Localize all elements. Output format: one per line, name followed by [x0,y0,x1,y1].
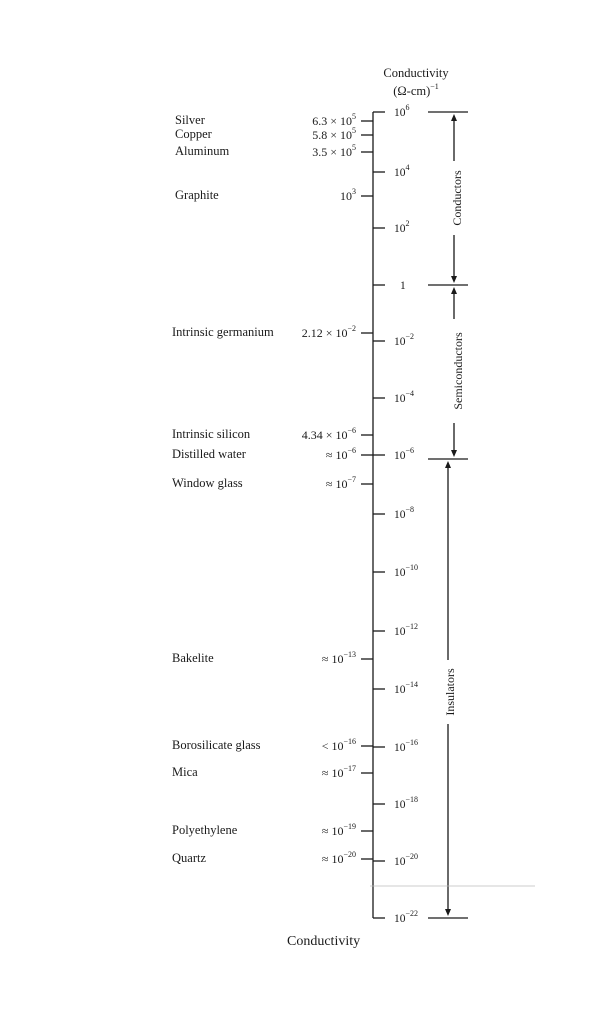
material-ticks [361,121,373,859]
major-ticks [373,112,385,918]
material-name: Graphite [175,188,219,202]
material-name: Aluminum [175,144,230,158]
scale-tick-label: $10^2$ [394,219,410,235]
scale-tick-label: $10^4$ [394,163,410,179]
scale-tick-label: $10^{-10}$ [394,563,419,579]
material-value: $2.12 \times 10^{-2}$ [301,324,356,340]
material-value: ≈ $10^{-6}$ [325,446,356,462]
material-value: ≈ $10^{-19}$ [321,822,356,838]
scale-tick-label: 1 [400,280,406,292]
header-title: Conductivity [383,66,449,80]
material-name: Borosilicate glass [172,738,261,752]
material-name: Polyethylene [172,823,238,837]
arrow-conductors-bottom [451,276,457,283]
material-value: $3.5 \times 10^5$ [312,143,356,159]
category-semiconductors: Semiconductors [452,319,464,423]
material-name: Window glass [172,476,243,490]
arrow-semiconductors-bottom [451,450,457,457]
material-name: Intrinsic germanium [172,325,274,339]
material-name: Distilled water [172,447,246,461]
footer-label: Conductivity [287,934,361,949]
arrow-insulators-bottom [445,909,451,916]
arrow-insulators-top [445,461,451,468]
scale-tick-label: $10^{-14}$ [394,680,419,696]
material-value: ≈ $10^{-20}$ [321,850,356,866]
material-name: Copper [175,127,212,141]
material-value: ≈ $10^{-13}$ [321,650,356,666]
scale-tick-label: $10^{-2}$ [394,332,415,348]
material-value: $4.34 \times 10^{-6}$ [301,426,356,442]
material-name: Intrinsic silicon [172,427,251,441]
header-unit: $(\Omega-cm)^{-1}$ [393,82,439,98]
scale-tick-label: $10^{-6}$ [394,446,415,462]
scale-tick-label: $10^{-8}$ [394,505,415,521]
material-name: Bakelite [172,651,214,665]
material-value: $5.8 \times 10^5$ [312,126,356,142]
scale-tick-label: $10^{-18}$ [394,795,419,811]
material-name: Quartz [172,851,207,865]
scale-tick-label: $10^{-16}$ [394,738,419,754]
material-value: $10^3$ [340,187,356,203]
scale-tick-label: $10^{-22}$ [394,909,419,925]
material-value: $6.3 \times 10^5$ [312,112,356,128]
scale-tick-label: $10^6$ [394,103,410,119]
arrow-conductors-top [451,114,457,121]
category-conductors: Conductors [451,161,463,235]
material-value: ≈ $10^{-17}$ [321,764,356,780]
material-value: < $10^{-16}$ [321,737,356,753]
material-value: ≈ $10^{-7}$ [325,475,356,491]
scale-tick-label: $10^{-20}$ [394,852,419,868]
scale-tick-label: $10^{-12}$ [394,622,419,638]
material-name: Mica [172,765,198,779]
material-name: Silver [175,113,205,127]
scale-tick-label: $10^{-4}$ [394,389,415,405]
arrow-semiconductors-top [451,287,457,294]
category-insulators: Insulators [444,660,456,724]
